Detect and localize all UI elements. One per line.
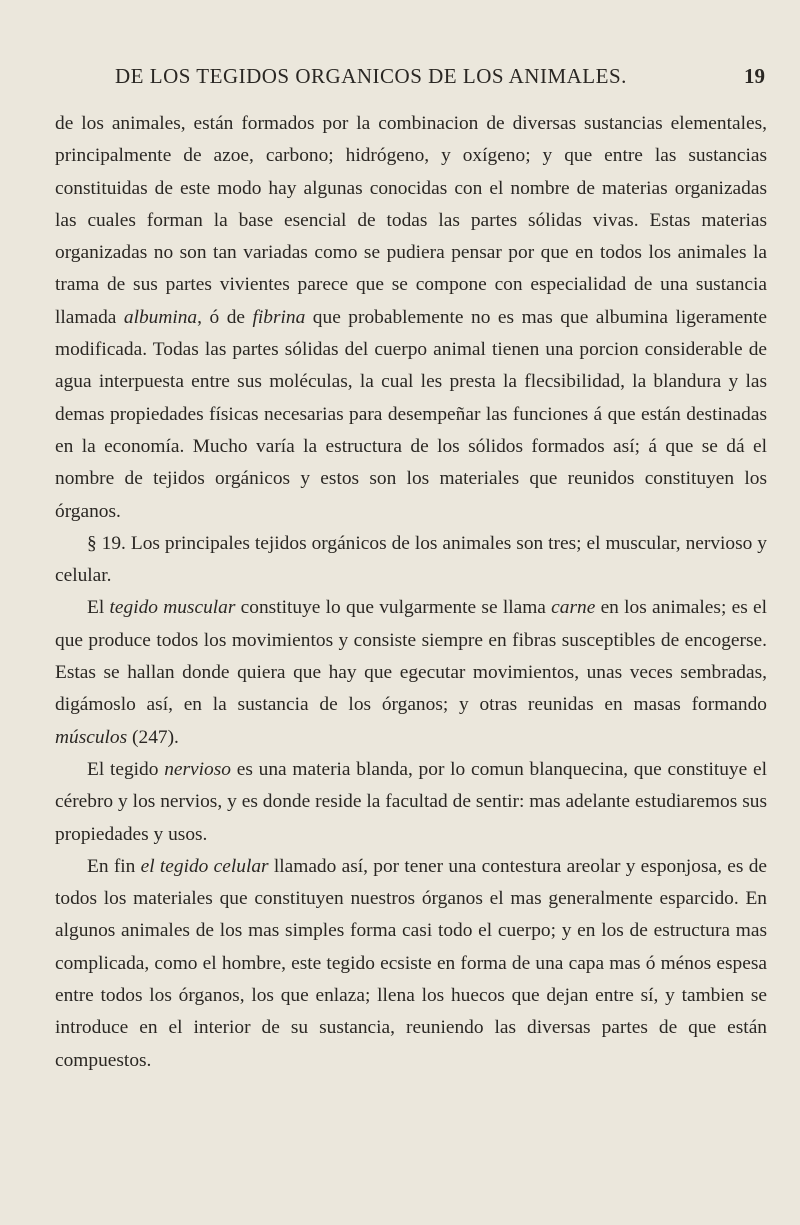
term-fibrina: fibrina [252, 306, 306, 328]
paragraph-3 [55, 592, 767, 753]
paragraph-1 [55, 108, 767, 528]
paragraph-1-part-5: que probablemente no es mas que albumina ligeramente modificada. Todas las partes sólidas del cuerpo animal tienen una porcion considerable de agua interpuesta entre sus moléculas, la cual les presta la flecsibilidad, la blandura y las demas propiedades físicas necesarias para desempeñar las funciones á que están destinadas en la economía. Mucho varía la estructura de los sólidos formados así; á que se dá el nombre de tejidos orgánicos y estos son los materiales que reunidos constituyen los órganos. [55, 306, 767, 522]
term-carne: carne [551, 597, 596, 619]
paragraph-1-part-3: , ó de [197, 306, 253, 328]
section-19-text: § 19. Los principales tejidos orgánicos de los animales son tres; el muscular, nervioso y celular. [55, 532, 767, 587]
paragraph-5-part-3: llamado así, por tener una contestura areolar y esponjosa, es de todos los materiales que constituyen nuestros órganos el mas generalmente esparcido. En algunos animales de los mas simples forma casi todo el cuerpo; y en los de estructura mas complicada, como el hombre, este tegido ecsiste en forma de una capa mas ó ménos espesa entre todos los órganos, los que enlaza; llena los huecos que dejan entre sí, y tambien se introduce en el interior de su sustancia, reuniendo las diversas partes de que están compuestos. [55, 855, 767, 1071]
paragraph-1-part-1: de los animales, están formados por la combinacion de diversas sustancias elementales, principalmente de azoe, carbono; hidrógeno, y oxígeno; y que entre las sustancias constituidas de este modo hay algunas conocidas con el nombre de materias organizadas las cuales forman la base esencial de todas las partes sólidas vivas. Estas materias organizadas no son tan variadas como se pudiera pensar por que en todos los animales la trama de sus partes vivientes parece que se compone con especialidad de una sustancia llamada [55, 113, 767, 328]
paragraph-4-part-3: es una materia blanda, por lo comun blanquecina, que constituye el cérebro y los nervios, y es donde reside la facultad de sentir: mas adelante estudiaremos sus propiedades y usos. [55, 758, 767, 845]
paragraph-3-part-5: en los animales; es el que produce todos los movimientos y consiste siempre en fibras susceptibles de encogerse. Estas se hallan donde quiera que hay que egecutar movimientos, unas veces sembradas, digámoslo así, en la sustancia de los órganos; y otras reunidas en masas formando [55, 597, 767, 716]
term-nervioso: nervioso [164, 758, 231, 780]
page-number: 19 [744, 64, 765, 88]
paragraph-4 [55, 754, 767, 851]
paragraph-4-part-1: El tegido [87, 758, 165, 780]
running-head-title: DE LOS TEGIDOS ORGANICOS DE LOS ANIMALES. [115, 64, 627, 88]
paragraph-3-part-3: constituye lo que vulgarmente se llama [235, 597, 552, 619]
term-tegido-muscular: tegido muscular [109, 597, 236, 619]
running-head [55, 64, 765, 94]
body-text [55, 108, 767, 1077]
term-tegido-celular: el tegido celular [140, 855, 269, 877]
paragraph-5-part-1: En fin [87, 855, 141, 877]
paragraph-2 [55, 528, 767, 593]
paragraph-3-part-7: (247). [127, 726, 179, 748]
paragraph-3-part-1: El [87, 597, 110, 619]
term-albumina: albumina [123, 306, 198, 328]
term-musculos: músculos [55, 726, 128, 748]
paragraph-5 [55, 851, 767, 1077]
